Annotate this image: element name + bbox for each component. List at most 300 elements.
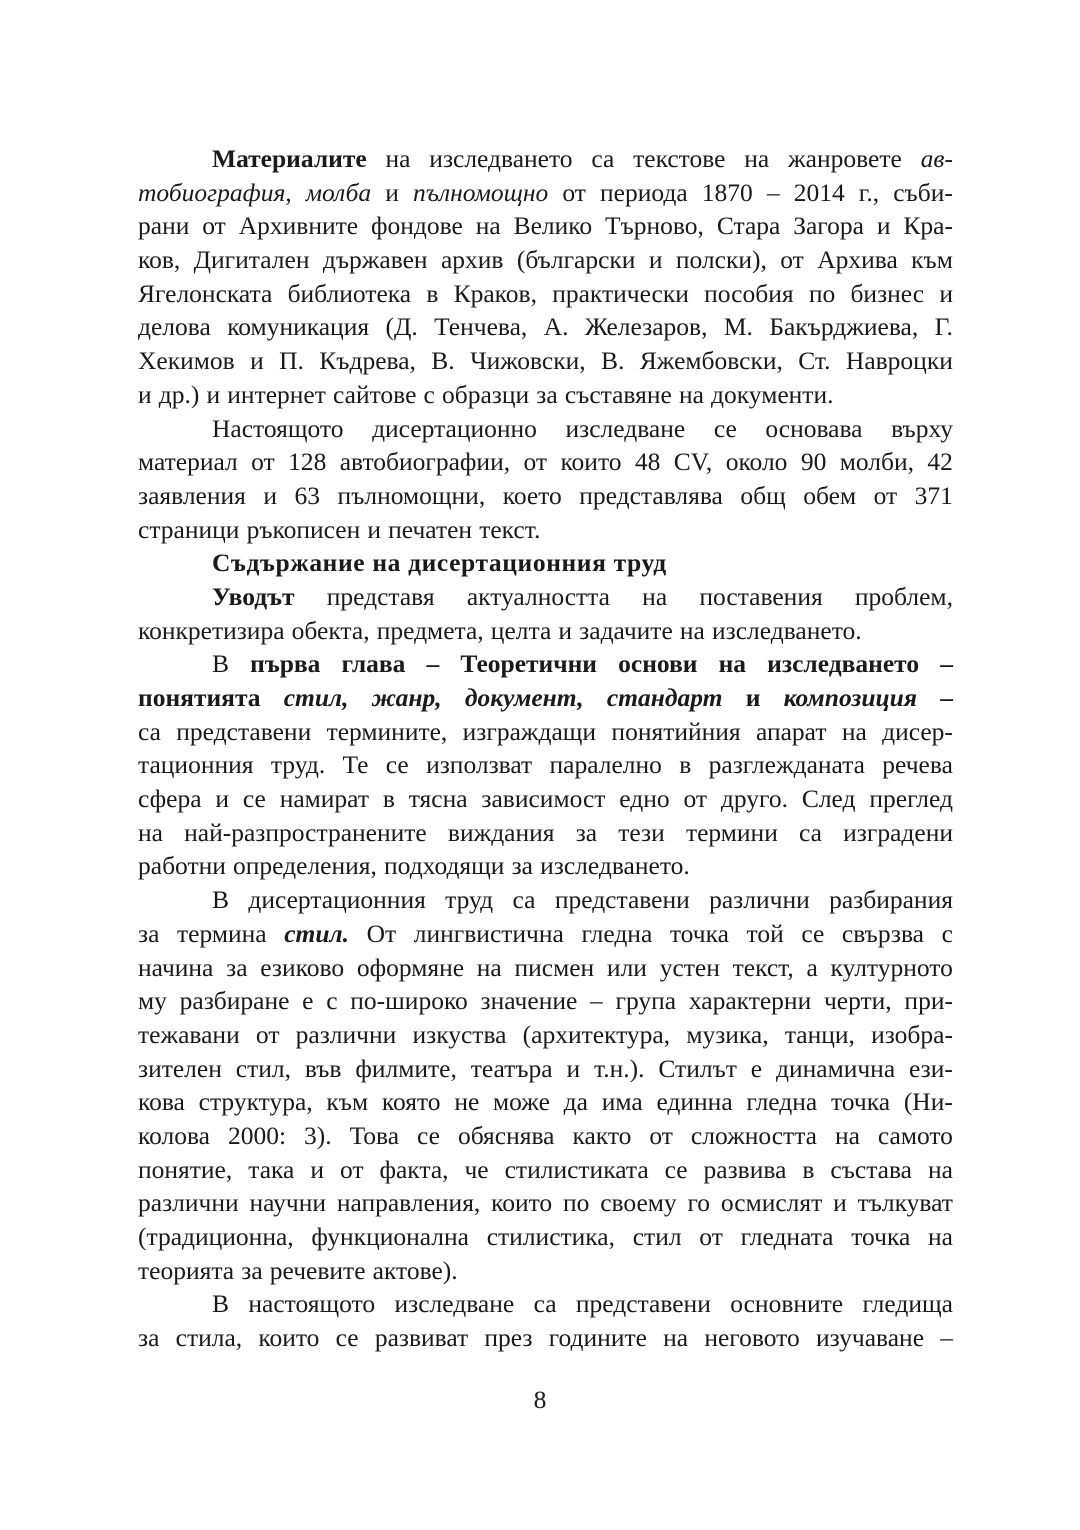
- word: текстове: [633, 144, 726, 173]
- word: стил: [632, 1222, 682, 1251]
- word: съставяне: [564, 379, 672, 409]
- word: 3).: [304, 1120, 332, 1150]
- word: и: [263, 480, 278, 510]
- word: има: [601, 1087, 643, 1117]
- word: за: [138, 918, 160, 948]
- word: се: [242, 784, 266, 814]
- word: и: [138, 379, 152, 409]
- word: което: [502, 480, 562, 510]
- word: от: [780, 245, 804, 275]
- word: актове).: [372, 1255, 458, 1285]
- word: стил,: [283, 683, 349, 712]
- text-line: [138, 614, 953, 648]
- word: лингвистична: [413, 918, 564, 948]
- word: –: [940, 683, 953, 712]
- word: за: [536, 379, 558, 409]
- text-line: [138, 883, 953, 917]
- word: изкуства: [412, 1019, 507, 1049]
- word: библиотека: [287, 278, 412, 308]
- word: най-разпространените: [184, 817, 427, 847]
- word: интернет: [227, 379, 326, 409]
- word: е: [302, 986, 314, 1016]
- word: теорията: [138, 1255, 235, 1285]
- word: жанровете: [788, 144, 902, 173]
- text-line: [138, 378, 953, 412]
- word: при-: [904, 986, 953, 1016]
- word: са: [533, 1289, 557, 1319]
- word: определения,: [233, 851, 377, 881]
- word: на: [385, 144, 411, 173]
- word: е: [750, 1053, 763, 1083]
- word: подходящи: [384, 851, 505, 881]
- text-line: [138, 1119, 953, 1153]
- text-line: [138, 849, 953, 883]
- word: задачите: [579, 615, 673, 645]
- word: В.: [431, 346, 455, 376]
- word: комуникация: [227, 312, 370, 342]
- word: Къдрева,: [319, 346, 416, 376]
- word: колова: [138, 1120, 211, 1150]
- text-line: [138, 1287, 953, 1321]
- word: тационния: [138, 750, 254, 780]
- word: стилистиката: [504, 1154, 649, 1184]
- word: свързва: [841, 918, 924, 948]
- word: на: [678, 379, 704, 409]
- word: актуалността: [466, 581, 610, 611]
- word: от: [255, 1019, 280, 1049]
- word: развиват: [374, 1323, 469, 1353]
- word: паралелно: [549, 750, 662, 780]
- word: за: [511, 851, 533, 881]
- word: Велико: [513, 211, 593, 241]
- word: по: [563, 1188, 590, 1218]
- text-line: [138, 681, 953, 715]
- word: обем: [803, 480, 857, 510]
- word: стила,: [175, 1323, 243, 1353]
- word: сайтове: [333, 379, 417, 409]
- word: черти,: [823, 986, 892, 1016]
- word: Те: [342, 750, 369, 780]
- word: на: [663, 1323, 689, 1353]
- word: гледища: [862, 1289, 953, 1319]
- word: представени: [176, 716, 312, 746]
- word: Настоящото: [212, 413, 344, 443]
- word: (Ни-: [903, 1087, 953, 1117]
- text-line: [138, 1153, 953, 1187]
- word: факта,: [379, 1154, 449, 1184]
- word: на: [718, 649, 747, 679]
- word: Железаров,: [584, 312, 708, 342]
- word: и: [215, 784, 230, 814]
- word: с: [941, 918, 953, 948]
- text-line: [138, 748, 953, 782]
- word: конкретизира: [138, 615, 285, 645]
- word: се: [664, 1154, 688, 1184]
- word: за: [241, 1255, 263, 1285]
- word: и: [206, 379, 221, 409]
- word: която: [381, 1087, 441, 1117]
- word: 42: [927, 447, 953, 477]
- word: може: [493, 1087, 550, 1117]
- word: му: [138, 986, 167, 1016]
- word: изследване: [394, 1289, 515, 1319]
- word: от: [873, 480, 898, 510]
- word: намират: [279, 784, 369, 814]
- word: Теоретични: [460, 649, 597, 679]
- word: с: [423, 379, 435, 409]
- word: основава: [765, 413, 863, 443]
- word: първа: [250, 649, 321, 679]
- word: оформяне: [356, 952, 465, 982]
- word: ав-: [920, 144, 953, 173]
- word: по: [808, 278, 836, 308]
- word: 2014: [793, 177, 845, 207]
- word: (архитектура,: [522, 1019, 671, 1049]
- word: делова: [138, 312, 211, 342]
- word: на: [372, 548, 401, 578]
- word: и: [558, 615, 573, 645]
- word: на: [138, 817, 163, 847]
- text-line: [138, 546, 953, 580]
- word: тълкуват: [857, 1188, 953, 1218]
- word: тежавани: [138, 1019, 240, 1049]
- word: гледната: [740, 1222, 834, 1251]
- word: В: [212, 1289, 230, 1319]
- word: използват: [426, 750, 533, 780]
- word: върху: [891, 413, 953, 443]
- word: осмислят: [720, 1188, 823, 1218]
- word: Ягелонската: [138, 278, 273, 308]
- word: В: [212, 649, 230, 679]
- word: рани: [138, 211, 190, 241]
- text-line: [138, 445, 953, 479]
- text-line: [138, 580, 953, 614]
- text-line: [138, 142, 953, 176]
- word: настоящото: [248, 1289, 376, 1319]
- word: (традиционна,: [138, 1222, 294, 1251]
- text-line: [138, 1186, 953, 1220]
- text-line: [138, 951, 953, 985]
- word: (български: [516, 245, 636, 275]
- word: Тенчева,: [434, 312, 528, 342]
- word: тясна: [408, 784, 468, 814]
- word: Уводът: [212, 581, 295, 611]
- word: както: [572, 1120, 632, 1150]
- word: разглежданата: [708, 750, 865, 780]
- word: на: [834, 1120, 860, 1150]
- word: стил.: [284, 918, 349, 948]
- word: развива: [703, 1154, 787, 1184]
- word: представлява: [579, 480, 723, 510]
- word: сложността: [690, 1120, 817, 1150]
- word: културното: [830, 952, 953, 982]
- word: общ: [740, 480, 786, 510]
- word: се: [385, 750, 409, 780]
- word: Краков,: [453, 278, 537, 308]
- word: друго.: [720, 784, 788, 814]
- word: на: [928, 1222, 953, 1251]
- word: М.: [723, 312, 753, 342]
- word: разбиране: [179, 986, 290, 1016]
- word: Яжембовски,: [639, 346, 783, 376]
- word: група: [615, 986, 677, 1016]
- word: от: [251, 447, 275, 477]
- word: от: [562, 177, 586, 207]
- word: Това: [349, 1120, 400, 1150]
- word: тези: [618, 817, 665, 847]
- word: Дигитален: [193, 245, 310, 275]
- word: Архива: [817, 245, 898, 275]
- word: От: [366, 918, 397, 948]
- word: термина: [177, 918, 267, 948]
- text-line: [138, 513, 953, 547]
- word: че: [464, 1154, 489, 1184]
- word: самото: [877, 1120, 953, 1150]
- word: Материалите: [212, 144, 367, 173]
- word: към: [911, 245, 953, 275]
- word: стандарт: [606, 683, 723, 712]
- word: от: [339, 1154, 364, 1184]
- word: на: [642, 581, 668, 611]
- word: 63: [294, 480, 321, 510]
- word: практически: [552, 278, 689, 308]
- word: към: [326, 1087, 369, 1117]
- text-line: [138, 412, 953, 446]
- word: представени: [554, 885, 690, 915]
- word: характерни: [688, 986, 812, 1016]
- text-line: [138, 816, 953, 850]
- word: представя: [326, 581, 435, 611]
- text-line: [138, 1220, 953, 1254]
- word: и: [648, 245, 663, 275]
- word: дисертационния: [248, 885, 426, 915]
- word: и: [939, 278, 953, 308]
- word: обяснява: [457, 1120, 555, 1150]
- word: дисертационно: [372, 413, 537, 443]
- word: се: [417, 1120, 440, 1150]
- word: изследването: [767, 649, 920, 679]
- word: се: [801, 918, 825, 948]
- word: на: [841, 716, 867, 746]
- word: обекта,: [291, 615, 370, 645]
- word: от: [699, 1222, 723, 1251]
- word: страници: [138, 514, 240, 544]
- word: поставения: [699, 581, 823, 611]
- word: г.,: [858, 177, 880, 207]
- word: държавен: [322, 245, 428, 275]
- word: композиция: [783, 683, 918, 712]
- word: жанр,: [371, 683, 442, 712]
- word: Хекимов: [138, 346, 235, 376]
- word: термините,: [326, 716, 448, 746]
- word: с: [326, 986, 338, 1016]
- word: и: [745, 683, 761, 712]
- word: основи: [618, 649, 698, 679]
- word: динамична: [775, 1053, 896, 1083]
- word: за: [226, 952, 248, 982]
- word: образци: [441, 379, 530, 409]
- word: Кра-: [903, 211, 953, 241]
- word: са: [138, 716, 161, 746]
- word: са: [799, 817, 822, 847]
- word: изобра-: [871, 1019, 953, 1049]
- word: и: [367, 514, 382, 544]
- word: 2000:: [227, 1120, 287, 1150]
- word: и: [310, 1154, 324, 1184]
- word: кова: [138, 1087, 185, 1117]
- word: годините: [548, 1323, 647, 1353]
- word: Търново,: [605, 211, 704, 241]
- word: изследване: [565, 413, 686, 443]
- word: по-широко: [350, 986, 468, 1016]
- word: –: [590, 986, 603, 1016]
- word: в: [382, 784, 395, 814]
- word: на: [476, 952, 502, 982]
- word: пълномощно: [413, 177, 549, 207]
- word: и: [385, 177, 399, 207]
- word: значение: [480, 986, 578, 1016]
- word: изследването: [429, 144, 573, 173]
- word: изучаване: [815, 1323, 925, 1353]
- word: ков,: [138, 245, 181, 275]
- word: –: [940, 649, 953, 679]
- word: ръкописен: [246, 514, 361, 544]
- word: виждания: [447, 817, 555, 847]
- word: апарат: [755, 716, 827, 746]
- word: Г.: [934, 312, 953, 342]
- word: основните: [730, 1289, 844, 1319]
- text-line: [138, 647, 953, 681]
- word: съби-: [893, 177, 953, 207]
- word: неговото: [704, 1323, 800, 1353]
- text-line: [138, 1085, 953, 1119]
- word: които: [258, 1323, 320, 1353]
- word: на: [927, 1154, 953, 1184]
- word: дисертационния: [408, 548, 607, 578]
- word: точка: [669, 918, 729, 948]
- word: документ,: [464, 683, 584, 712]
- word: молби,: [839, 447, 914, 477]
- word: дисер-: [882, 716, 953, 746]
- word: различни: [295, 1019, 397, 1049]
- word: се: [713, 413, 737, 443]
- word: бизнес: [850, 278, 925, 308]
- text-line: [138, 344, 953, 378]
- word: речева: [882, 750, 953, 780]
- word: направления,: [336, 1188, 481, 1218]
- word: гледна: [581, 918, 653, 948]
- word: различни: [138, 1188, 239, 1218]
- word: а: [806, 952, 818, 982]
- word: и: [566, 1053, 581, 1083]
- word: зителен: [138, 1053, 222, 1083]
- word: предмета,: [376, 615, 484, 645]
- word: понятие,: [138, 1154, 233, 1184]
- word: и: [250, 346, 264, 376]
- word: –: [940, 1323, 953, 1353]
- word: сфера: [138, 784, 202, 814]
- word: около: [725, 447, 788, 477]
- word: 1870: [701, 177, 753, 207]
- word: В: [212, 885, 230, 915]
- text-line: [138, 209, 953, 243]
- word: архив: [440, 245, 504, 275]
- word: След: [801, 784, 856, 814]
- word: Чижовски,: [470, 346, 586, 376]
- word: за: [575, 817, 598, 847]
- word: труд: [613, 548, 667, 578]
- word: (Д.: [385, 312, 418, 342]
- word: начина: [138, 952, 214, 982]
- word: Архивните: [238, 211, 359, 241]
- word: заявления: [138, 480, 246, 510]
- word: Бакърджиева,: [769, 312, 919, 342]
- word: зависимост: [481, 784, 606, 814]
- word: 128: [288, 447, 327, 477]
- word: изследването.: [540, 851, 690, 881]
- text-line: [138, 277, 953, 311]
- word: труд: [445, 885, 494, 915]
- word: преглед: [869, 784, 953, 814]
- word: тобиография,: [138, 177, 292, 207]
- word: ези-: [909, 1053, 953, 1083]
- word: пълномощни,: [337, 480, 486, 510]
- word: изследването.: [712, 615, 862, 645]
- word: 371: [914, 480, 953, 510]
- page-number: 8: [533, 1385, 547, 1414]
- text-line: [138, 782, 953, 816]
- word: В.: [601, 346, 625, 376]
- word: 90: [800, 447, 827, 477]
- word: изграждащи: [462, 716, 597, 746]
- word: във: [304, 1053, 342, 1083]
- word: документи.: [711, 379, 834, 409]
- word: през: [484, 1323, 533, 1353]
- text-line: [138, 1018, 953, 1052]
- word: изградени: [843, 817, 953, 847]
- word: гледна: [746, 1087, 818, 1117]
- word: точка: [851, 1222, 911, 1251]
- word: в: [802, 1154, 815, 1184]
- word: функционална: [311, 1222, 469, 1251]
- word: така: [248, 1154, 295, 1184]
- word: текст.: [479, 514, 541, 544]
- text-line: [138, 1052, 953, 1086]
- word: Стара: [716, 211, 781, 241]
- word: стилистика,: [486, 1222, 616, 1251]
- word: на: [475, 211, 501, 241]
- word: езиково: [260, 952, 345, 982]
- word: термини: [685, 817, 778, 847]
- word: пособия: [704, 278, 794, 308]
- word: на: [679, 615, 705, 645]
- word: в: [679, 750, 692, 780]
- word: разбирания: [829, 885, 953, 915]
- word: проблем,: [854, 581, 953, 611]
- text-line: [138, 479, 953, 513]
- word: Съдържание: [212, 548, 366, 578]
- word: от: [202, 211, 226, 241]
- word: фондове: [370, 211, 463, 241]
- word: молба: [305, 177, 372, 207]
- word: филмите,: [355, 1053, 457, 1083]
- word: речевите: [269, 1255, 366, 1285]
- text-line: [138, 715, 953, 749]
- word: работни: [138, 851, 226, 881]
- word: и: [876, 211, 891, 241]
- word: др.): [158, 379, 200, 409]
- word: А.: [543, 312, 569, 342]
